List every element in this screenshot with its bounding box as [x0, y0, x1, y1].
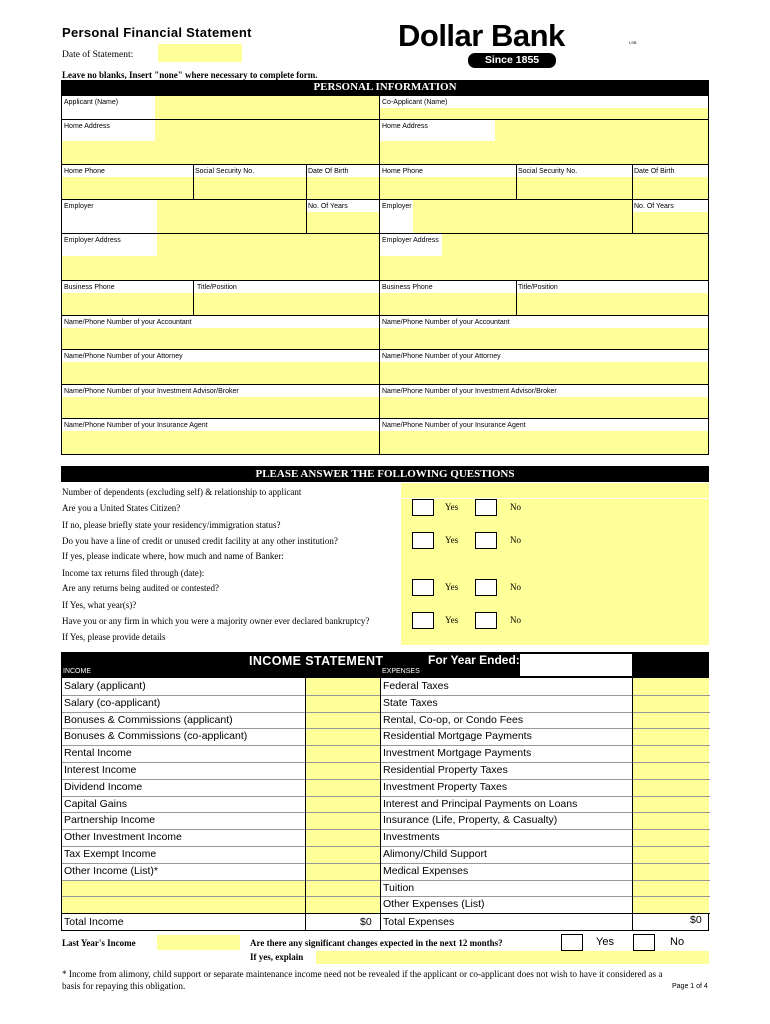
coapplicant-advisor-input[interactable] — [380, 397, 708, 418]
applicant-phone-input[interactable] — [62, 177, 193, 199]
applicant-ssn-input[interactable] — [194, 177, 306, 199]
income-item-label: Bonuses & Commissions (applicant) — [64, 714, 233, 726]
row-divider — [62, 846, 710, 847]
expense-item-label: Other Expenses (List) — [383, 898, 485, 910]
income-row — [62, 846, 380, 863]
q-bankruptcy-detail-input[interactable] — [401, 631, 709, 645]
coapplicant-dob-label: Date Of Birth — [634, 168, 675, 175]
coapplicant-ssn-input[interactable] — [517, 177, 632, 199]
applicant-advisor-label: Name/Phone Number of your Investment Advisor/Broker — [64, 388, 239, 395]
expense-amount-input[interactable] — [633, 812, 709, 829]
applicant-employer-address-input-2[interactable] — [62, 256, 379, 280]
changes-yes-label: Yes — [596, 936, 614, 948]
coapplicant-employer-address-input-1[interactable] — [442, 234, 708, 256]
logo-text: Dollar Bank — [398, 18, 565, 53]
income-statement-title: INCOME STATEMENT — [249, 654, 384, 668]
expense-amount-input[interactable] — [633, 863, 709, 880]
expense-amount-input[interactable] — [633, 779, 709, 796]
applicant-dob-label: Date Of Birth — [308, 168, 349, 175]
income-statement-table — [61, 678, 709, 931]
income-amount-input[interactable] — [306, 846, 380, 863]
q-bankruptcy-label: Have you or any firm in which you were a majority owner ever declared bankruptcy? — [62, 616, 370, 626]
expense-item-label: State Taxes — [383, 697, 438, 709]
coapplicant-address-label: Home Address — [382, 123, 428, 130]
applicant-dob-input[interactable] — [307, 177, 379, 199]
row-divider — [62, 762, 710, 763]
applicant-name-label: Applicant (Name) — [64, 99, 119, 106]
applicant-years-input[interactable] — [307, 212, 379, 233]
q-citizen-label: Are you a United States Citizen? — [62, 503, 181, 513]
income-item-label: Capital Gains — [64, 798, 128, 810]
row-divider — [62, 796, 710, 797]
year-ended-input[interactable] — [520, 654, 632, 676]
income-other-input[interactable] — [62, 880, 380, 897]
applicant-insurance-label: Name/Phone Number of your Insurance Agent — [64, 422, 208, 429]
income-row — [62, 678, 380, 695]
q-audited-label: Are any returns being audited or contested? — [62, 583, 219, 593]
expense-item-label: Rental, Co-op, or Condo Fees — [383, 714, 524, 726]
expense-amount-input[interactable] — [633, 745, 709, 762]
income-item-label: Tax Exempt Income — [64, 848, 157, 860]
coapplicant-address-input-2[interactable] — [380, 141, 708, 164]
q-audit-years-input[interactable] — [401, 597, 709, 611]
income-amount-input[interactable] — [306, 745, 380, 762]
expenses-column-header: EXPENSES — [382, 668, 420, 675]
applicant-accountant-input[interactable] — [62, 328, 379, 349]
changes-no-label: No — [670, 936, 685, 948]
changes-yes-checkbox[interactable] — [561, 934, 583, 951]
income-column-header: INCOME — [63, 668, 91, 675]
if-yes-explain-label: If yes, explain — [250, 952, 304, 962]
coapplicant-attorney-input[interactable] — [380, 362, 708, 384]
income-amount-input[interactable] — [306, 762, 380, 779]
q-bankruptcy-yes-checkbox[interactable] — [412, 612, 434, 629]
applicant-title-label: Title/Position — [197, 284, 237, 291]
income-row — [62, 728, 380, 745]
applicant-employer-input[interactable] — [157, 200, 306, 233]
income-item-label: Other Income (List)* — [64, 865, 158, 877]
date-label: Date of Statement: — [62, 50, 134, 60]
q-audited-no-label: No — [510, 582, 521, 592]
page-number: Page 1 of 4 — [672, 983, 708, 990]
q-credit-detail-label: If yes, please indicate where, how much and name of Banker: — [62, 551, 284, 561]
expense-amount-input[interactable] — [633, 728, 709, 745]
instruction-text: Leave no blanks, Insert "none" where necessary to complete form. — [62, 70, 318, 80]
expense-amount-input[interactable] — [633, 762, 709, 779]
coapplicant-employer-address-label: Employer Address — [382, 237, 439, 244]
q-residency-label: If no, please briefly state your residency/immigration status? — [62, 520, 281, 530]
expense-amount-input[interactable] — [633, 880, 709, 897]
coapplicant-name-label: Co-Applicant (Name) — [382, 99, 448, 106]
q-citizen-no-label: No — [510, 502, 521, 512]
row-divider — [62, 712, 710, 713]
changes-question-label: Are there any significant changes expected in the next 12 months? — [250, 938, 503, 948]
applicant-attorney-label: Name/Phone Number of your Attorney — [64, 353, 183, 360]
income-amount-input[interactable] — [306, 695, 380, 712]
income-row — [62, 812, 380, 829]
coapplicant-address-input-1[interactable] — [495, 120, 708, 141]
income-row — [62, 863, 380, 880]
coapplicant-insurance-label: Name/Phone Number of your Insurance Agent — [382, 422, 526, 429]
q-audited-no-checkbox[interactable] — [475, 579, 497, 596]
expense-amount-input[interactable] — [633, 695, 709, 712]
coapplicant-employer-label: Employer — [382, 203, 412, 210]
q-bankruptcy-no-label: No — [510, 615, 521, 625]
expense-item-label: Residential Property Taxes — [383, 764, 508, 776]
row-divider — [62, 728, 710, 729]
coapplicant-name-input[interactable] — [380, 108, 708, 119]
expense-item-label: Interest and Principal Payments on Loans — [383, 798, 578, 810]
income-row — [62, 779, 380, 796]
q-tax-filed-label: Income tax returns filed through (date): — [62, 568, 205, 578]
row-divider — [62, 812, 710, 813]
applicant-ssn-label: Social Security No. — [195, 168, 255, 175]
income-amount-input[interactable] — [306, 863, 380, 880]
expense-amount-input[interactable] — [633, 829, 709, 846]
footnote: * Income from alimony, child support or separate maintenance income need not be revealed if the applicant or co-applicant does not wish to have it considered as a basis for repaying this obligation. — [62, 969, 663, 991]
coapplicant-attorney-label: Name/Phone Number of your Attorney — [382, 353, 501, 360]
coapplicant-insurance-input[interactable] — [380, 431, 708, 454]
applicant-advisor-input[interactable] — [62, 397, 379, 418]
coapplicant-phone-input[interactable] — [380, 177, 516, 199]
last-year-income-label: Last Year's Income — [62, 938, 136, 948]
expense-amount-input[interactable] — [633, 678, 709, 695]
row-divider — [62, 880, 710, 881]
q-citizen-yes-checkbox[interactable] — [412, 499, 434, 516]
dollar-bank-logo — [398, 20, 638, 70]
applicant-employer-label: Employer — [64, 203, 94, 210]
q-dependents-input[interactable] — [401, 483, 709, 498]
q-credit-no-checkbox[interactable] — [475, 532, 497, 549]
q-dependents-label: Number of dependents (excluding self) & relationship to applicant — [62, 487, 302, 497]
applicant-business-phone-input[interactable] — [62, 293, 193, 315]
income-item-label: Salary (co-applicant) — [64, 697, 161, 709]
expense-amount-input[interactable] — [633, 796, 709, 813]
expense-item-label: Federal Taxes — [383, 680, 449, 692]
questions-header: PLEASE ANSWER THE FOLLOWING QUESTIONS — [61, 466, 709, 482]
expense-amount-input[interactable] — [633, 846, 709, 863]
applicant-accountant-label: Name/Phone Number of your Accountant — [64, 319, 192, 326]
income-item-label: Partnership Income — [64, 814, 156, 826]
applicant-employer-address-input-1[interactable] — [157, 234, 379, 256]
income-amount-input[interactable] — [306, 728, 380, 745]
income-amount-input[interactable] — [306, 829, 380, 846]
row-divider — [62, 695, 710, 696]
income-row — [62, 762, 380, 779]
income-row — [62, 796, 380, 813]
if-yes-explain-input[interactable] — [316, 951, 709, 964]
total-income-value: $0 — [360, 916, 372, 928]
coapplicant-business-phone-label: Business Phone — [382, 284, 433, 291]
applicant-insurance-input[interactable] — [62, 431, 379, 454]
form-title: Personal Financial Statement — [62, 25, 252, 40]
applicant-employer-address-label: Employer Address — [64, 237, 121, 244]
row-divider — [62, 896, 710, 897]
personal-info-header: PERSONAL INFORMATION — [61, 80, 709, 95]
total-income-label: Total Income — [64, 916, 124, 928]
income-item-label: Salary (applicant) — [64, 680, 146, 692]
expense-item-label: Tuition — [383, 882, 415, 894]
income-item-label: Bonuses & Commissions (co-applicant) — [64, 730, 248, 742]
expense-item-label: Investments — [383, 831, 440, 843]
coapplicant-title-input[interactable] — [517, 293, 708, 315]
coapplicant-accountant-input[interactable] — [380, 328, 708, 349]
applicant-business-phone-label: Business Phone — [64, 284, 115, 291]
changes-no-checkbox[interactable] — [633, 934, 655, 951]
applicant-phone-label: Home Phone — [64, 168, 105, 175]
coapplicant-years-input[interactable] — [633, 212, 708, 233]
applicant-address-label: Home Address — [64, 123, 110, 130]
income-row — [62, 695, 380, 712]
row-divider — [62, 745, 710, 746]
applicant-years-label: No. Of Years — [308, 203, 348, 210]
coapplicant-ssn-label: Social Security No. — [518, 168, 578, 175]
q-credit-yes-label: Yes — [445, 535, 459, 545]
expense-amount-input[interactable] — [633, 712, 709, 729]
q-audited-yes-checkbox[interactable] — [412, 579, 434, 596]
coapplicant-title-label: Title/Position — [518, 284, 558, 291]
expense-item-label: Investment Mortgage Payments — [383, 747, 532, 759]
q-audit-years-label: If Yes, what year(s)? — [62, 600, 137, 610]
income-item-label: Interest Income — [64, 764, 137, 776]
income-amount-input[interactable] — [306, 712, 380, 729]
q-bankruptcy-no-checkbox[interactable] — [475, 612, 497, 629]
income-item-label: Rental Income — [64, 747, 132, 759]
date-of-statement-input[interactable] — [158, 44, 242, 62]
income-other-input[interactable] — [62, 896, 380, 913]
expense-item-label: Investment Property Taxes — [383, 781, 508, 793]
q-citizen-no-checkbox[interactable] — [475, 499, 497, 516]
coapplicant-dob-input[interactable] — [633, 177, 708, 199]
coapplicant-years-label: No. Of Years — [634, 203, 674, 210]
applicant-name-input[interactable] — [155, 96, 379, 119]
year-ended-label: For Year Ended: — [428, 653, 520, 667]
coapplicant-phone-label: Home Phone — [382, 168, 423, 175]
expense-amount-input[interactable] — [633, 896, 709, 913]
expense-item-label: Medical Expenses — [383, 865, 469, 877]
applicant-address-input-2[interactable] — [62, 141, 379, 164]
coapplicant-employer-input[interactable] — [413, 200, 632, 233]
q-credit-label: Do you have a line of credit or unused credit facility at any other institution? — [62, 536, 338, 546]
income-amount-input[interactable] — [306, 779, 380, 796]
q-residency-input[interactable] — [401, 517, 709, 531]
expense-item-label: Insurance (Life, Property, & Casualty) — [383, 814, 558, 826]
row-divider — [62, 863, 710, 864]
total-expenses-value: $0 — [690, 914, 702, 926]
logo-since-badge: Since 1855 — [468, 53, 556, 68]
q-citizen-yes-label: Yes — [445, 502, 459, 512]
q-credit-no-label: No — [510, 535, 521, 545]
last-year-income-input[interactable] — [157, 935, 240, 950]
q-credit-yes-checkbox[interactable] — [412, 532, 434, 549]
coapplicant-advisor-label: Name/Phone Number of your Investment Advisor/Broker — [382, 388, 557, 395]
personal-info-grid — [61, 95, 709, 455]
total-expenses-label: Total Expenses — [383, 916, 455, 928]
logo-mark: LSB — [629, 40, 637, 45]
income-row — [62, 712, 380, 729]
income-row — [62, 745, 380, 762]
q-tax-filed-input[interactable] — [401, 565, 709, 578]
income-amount-input[interactable] — [306, 678, 380, 695]
coapplicant-accountant-label: Name/Phone Number of your Accountant — [382, 319, 510, 326]
expense-item-label: Alimony/Child Support — [383, 848, 487, 860]
row-divider — [62, 779, 710, 780]
income-item-label: Dividend Income — [64, 781, 143, 793]
income-item-label: Other Investment Income — [64, 831, 182, 843]
q-audited-yes-label: Yes — [445, 582, 459, 592]
q-bankruptcy-yes-label: Yes — [445, 615, 459, 625]
income-statement-header — [61, 652, 709, 678]
applicant-address-input-1[interactable] — [155, 120, 379, 141]
row-divider — [62, 829, 710, 830]
applicant-attorney-input[interactable] — [62, 362, 379, 384]
q-bankruptcy-detail-label: If Yes, please provide details — [62, 632, 166, 642]
income-amount-input[interactable] — [306, 796, 380, 813]
income-row — [62, 829, 380, 846]
coapplicant-business-phone-input[interactable] — [380, 293, 516, 315]
coapplicant-employer-address-input-2[interactable] — [380, 256, 708, 280]
income-amount-input[interactable] — [306, 812, 380, 829]
applicant-title-input[interactable] — [194, 293, 379, 315]
q-credit-detail-input[interactable] — [401, 551, 709, 565]
expense-item-label: Residential Mortgage Payments — [383, 730, 532, 742]
